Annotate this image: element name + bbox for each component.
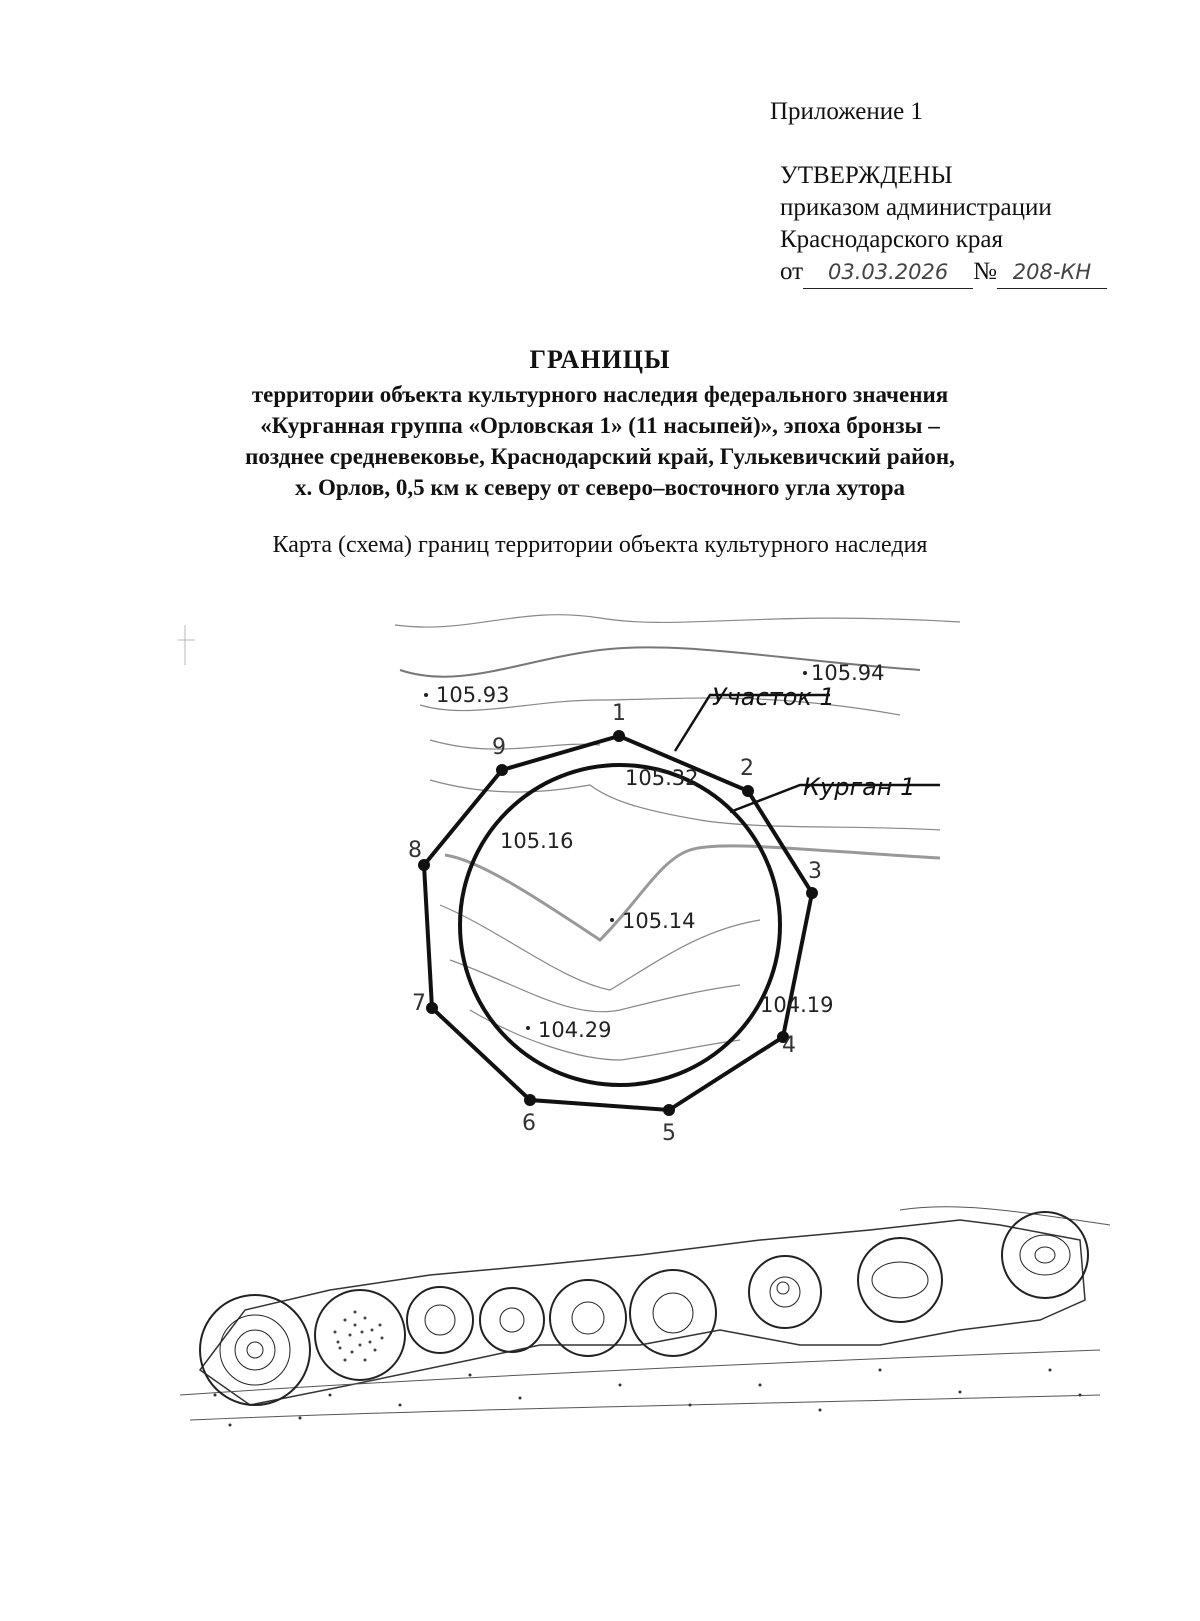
elevation-label: 105.16 — [500, 829, 574, 853]
mound-contour — [1035, 1247, 1055, 1263]
mound-contour — [220, 1315, 290, 1385]
mound-circle-overview — [200, 1295, 310, 1405]
mound-contour — [777, 1282, 789, 1294]
mound-circle-overview — [630, 1270, 716, 1356]
approved-by-line: приказом администрации — [780, 194, 1052, 221]
elevation-label: 105.32 — [625, 766, 699, 790]
vertex-label: 4 — [782, 1033, 796, 1058]
group-boundary — [200, 1220, 1085, 1405]
vertex-label: 5 — [662, 1121, 676, 1146]
mound-contour — [872, 1262, 928, 1298]
overview-contour — [180, 1350, 1100, 1395]
overview-contour — [900, 1207, 1110, 1225]
elevation-label: 104.19 — [760, 993, 834, 1017]
number-prefix: № — [973, 258, 997, 285]
vertex-label: 1 — [612, 701, 626, 726]
vertex-label: 7 — [412, 991, 426, 1016]
mound-circle-overview — [480, 1288, 544, 1352]
mound-contour — [653, 1293, 693, 1333]
mound-contour — [770, 1277, 800, 1307]
elevation-label: 104.29 — [538, 1018, 612, 1042]
elevation-label: 105.14 — [622, 909, 696, 933]
vertex-label: 9 — [492, 735, 506, 760]
mound-contour — [247, 1342, 263, 1358]
handwritten-date: 03.03.2026 — [803, 256, 973, 289]
mound-circle-overview — [1002, 1212, 1088, 1298]
mound-contour — [500, 1308, 524, 1332]
overview-contour — [190, 1395, 1100, 1420]
subtitle-line: позднее средневековье, Краснодарский край, Гулькевичский район, — [245, 444, 955, 469]
approved-heading: УТВЕРЖДЕНЫ — [780, 162, 953, 189]
mound-contour — [1020, 1235, 1070, 1275]
mound-contour — [425, 1305, 455, 1335]
vertex-label: 2 — [740, 756, 754, 781]
mound-circle-overview — [407, 1287, 473, 1353]
mound-contour — [235, 1330, 275, 1370]
mound-label: Курган 1 — [803, 773, 916, 801]
elevation-label: 105.94 — [811, 661, 885, 685]
vertex-label: 6 — [522, 1111, 536, 1136]
handwritten-number: 208-КН — [997, 256, 1107, 289]
vertex-label: 8 — [408, 838, 422, 863]
site-label: Участок 1 — [712, 683, 835, 711]
date-prefix: от — [780, 258, 804, 285]
vertex-label: 3 — [808, 859, 822, 884]
subtitle-line: «Курганная группа «Орловская 1» (11 насыпей)», эпоха бронзы – — [260, 413, 940, 438]
elevation-label: 105.93 — [436, 683, 510, 707]
map-caption: Карта (схема) границ территории объекта культурного наследия — [272, 532, 928, 558]
appendix-label: Приложение 1 — [770, 98, 923, 125]
document-title: ГРАНИЦЫ — [529, 345, 671, 374]
subtitle-line: х. Орлов, 0,5 км к северу от северо–восточного угла хутора — [294, 475, 906, 500]
mound-circle-overview — [315, 1290, 405, 1380]
mound-circle-overview — [858, 1238, 942, 1322]
approved-region-line: Краснодарского края — [780, 226, 1003, 253]
mound-circle-overview — [749, 1256, 821, 1328]
subtitle-line: территории объекта культурного наследия федерального значения — [251, 382, 949, 407]
stippled-mound — [334, 1311, 384, 1362]
mound-contour — [572, 1302, 604, 1334]
